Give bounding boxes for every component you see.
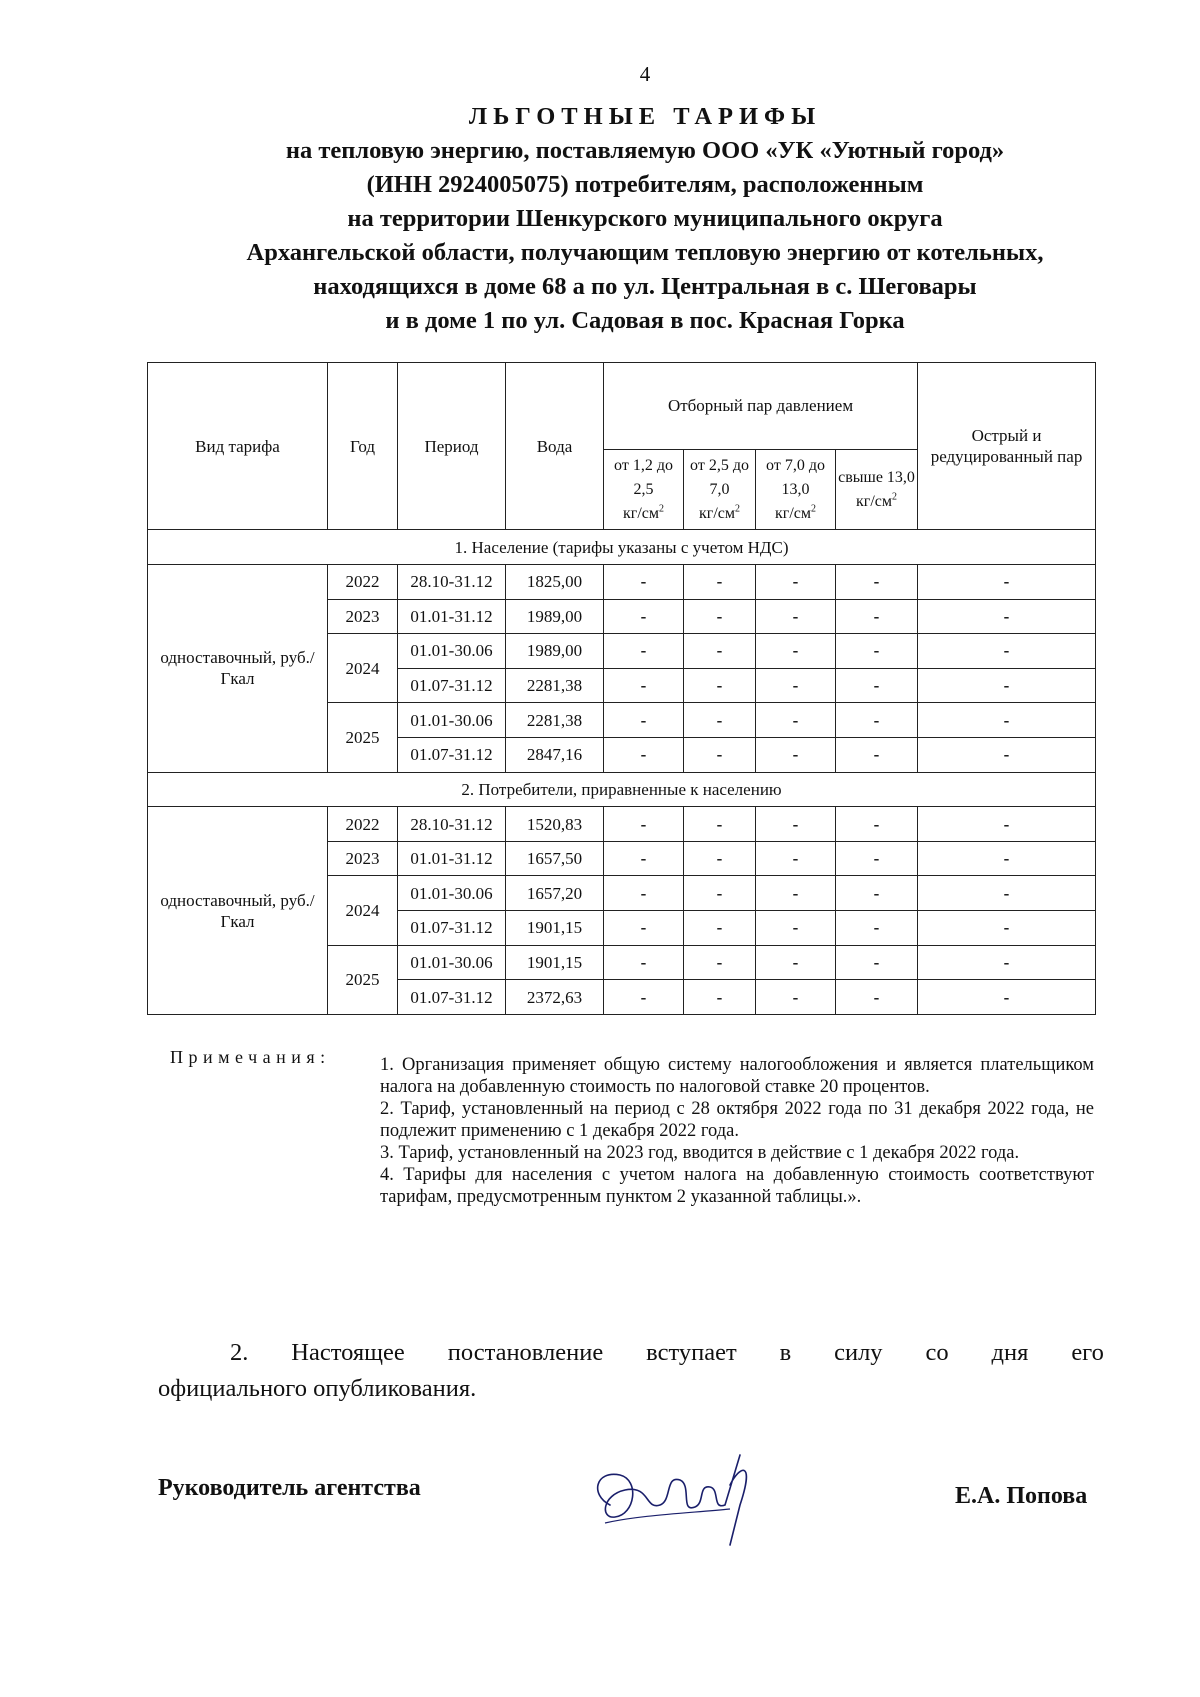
clause-word: со xyxy=(925,1339,949,1366)
header-steam-3-unit: кг/см xyxy=(774,504,811,522)
water-value: 1520,83 xyxy=(506,807,604,842)
header-tariff-type: Вид тарифа xyxy=(148,363,328,530)
steam-4-value: - xyxy=(836,634,918,669)
steam-4-value: - xyxy=(836,564,918,599)
steam-1-value: - xyxy=(604,668,684,703)
table-row xyxy=(148,564,1096,599)
sharp-steam-value: - xyxy=(918,807,1096,842)
clause-second-line: официального опубликования. xyxy=(158,1375,477,1402)
section-title: 1. Население (тарифы указаны с учетом НДС) xyxy=(148,530,1096,565)
steam-1-value: - xyxy=(604,807,684,842)
title-line-4: Архангельской области, получающим тепловую энергию от котельных, xyxy=(246,239,1044,266)
header-steam-4-range: свыше 13,0 xyxy=(838,468,915,486)
steam-4-value: - xyxy=(836,980,918,1015)
note-item: 4. Тарифы для населения с учетом налога на добавленную стоимость соответствуют тарифам, предусмотренным пунктом 2 указанной таблицы.». xyxy=(380,1165,1094,1207)
steam-2-value: - xyxy=(684,599,756,634)
title-line-1: на тепловую энергию, поставляемую ООО «УК «Уютный город» xyxy=(285,137,1005,164)
tariff-type-cell: одноставочный, руб./Гкал xyxy=(148,564,328,772)
period-cell: 01.01-30.06 xyxy=(398,945,506,980)
steam-2-value: - xyxy=(684,737,756,772)
period-cell: 01.01-31.12 xyxy=(398,841,506,876)
header-steam-4 xyxy=(836,449,918,529)
water-value: 1989,00 xyxy=(506,599,604,634)
title-line-5: находящихся в доме 68 а по ул. Центральная в с. Шеговары xyxy=(313,273,977,300)
steam-3-value: - xyxy=(756,841,836,876)
clause-first-line xyxy=(158,1335,1104,1371)
header-water: Вода xyxy=(506,363,604,530)
year-cell: 2025 xyxy=(328,703,398,772)
header-steam-2 xyxy=(684,449,756,529)
steam-3-value: - xyxy=(756,737,836,772)
period-cell: 01.01-30.06 xyxy=(398,703,506,738)
period-cell: 01.01-30.06 xyxy=(398,634,506,669)
period-cell: 01.07-31.12 xyxy=(398,737,506,772)
header-steam-1-range: от 1,2 до 2,5 xyxy=(614,456,673,498)
year-cell: 2022 xyxy=(328,564,398,599)
water-value: 2281,38 xyxy=(506,703,604,738)
steam-1-value: - xyxy=(604,634,684,669)
sharp-steam-value: - xyxy=(918,634,1096,669)
steam-1-value: - xyxy=(604,599,684,634)
water-value: 1657,20 xyxy=(506,876,604,911)
signatory-position: Руководитель агентства xyxy=(158,1475,421,1501)
period-cell: 01.01-30.06 xyxy=(398,876,506,911)
clause-2 xyxy=(158,1335,1104,1407)
title-line-6: и в доме 1 по ул. Садовая в пос. Красная Горка xyxy=(385,307,905,334)
water-value: 2372,63 xyxy=(506,980,604,1015)
steam-2-value: - xyxy=(684,911,756,946)
steam-1-value: - xyxy=(604,564,684,599)
steam-3-value: - xyxy=(756,668,836,703)
clause-word: в xyxy=(779,1339,792,1366)
steam-3-value: - xyxy=(756,911,836,946)
header-steam-2-range: от 2,5 до 7,0 xyxy=(690,456,749,498)
steam-3-value: - xyxy=(756,980,836,1015)
steam-2-value: - xyxy=(684,668,756,703)
header-year: Год xyxy=(328,363,398,530)
water-value: 1989,00 xyxy=(506,634,604,669)
steam-3-value: - xyxy=(756,703,836,738)
header-steam-3 xyxy=(756,449,836,529)
sharp-steam-value: - xyxy=(918,841,1096,876)
period-cell: 01.07-31.12 xyxy=(398,980,506,1015)
note-item: 1. Организация применяет общую систему налогообложения и является плательщиком налога на добавленную стоимость по налоговой ставке 20 процентов. xyxy=(380,1055,1094,1097)
water-value: 2847,16 xyxy=(506,737,604,772)
title-main: ЛЬГОТНЫЕ ТАРИФЫ xyxy=(468,103,822,130)
year-cell: 2023 xyxy=(328,599,398,634)
water-value: 1901,15 xyxy=(506,945,604,980)
clause-word: вступает xyxy=(646,1339,737,1366)
steam-2-value: - xyxy=(684,980,756,1015)
clause-word: его xyxy=(1071,1339,1104,1366)
handwritten-signature xyxy=(580,1435,760,1555)
water-value: 1825,00 xyxy=(506,564,604,599)
steam-3-value: - xyxy=(756,876,836,911)
table-row xyxy=(148,807,1096,842)
header-steam-2-unit-sup: 2 xyxy=(735,503,740,515)
steam-4-value: - xyxy=(836,737,918,772)
steam-3-value: - xyxy=(756,599,836,634)
header-steam-group: Отборный пар давлением xyxy=(604,363,918,450)
steam-4-value: - xyxy=(836,945,918,980)
steam-3-value: - xyxy=(756,564,836,599)
steam-2-value: - xyxy=(684,564,756,599)
title-line-3: на территории Шенкурского муниципального округа xyxy=(347,205,943,232)
note-item: 3. Тариф, установленный на 2023 год, вводится в действие с 1 декабря 2022 года. xyxy=(380,1143,1020,1163)
steam-1-value: - xyxy=(604,703,684,738)
period-cell: 28.10-31.12 xyxy=(398,564,506,599)
title-line-2: (ИНН 2924005075) потребителям, расположенным xyxy=(366,171,924,198)
period-cell: 01.01-31.12 xyxy=(398,599,506,634)
header-steam-2-unit: кг/см xyxy=(698,504,735,522)
steam-1-value: - xyxy=(604,876,684,911)
steam-4-value: - xyxy=(836,876,918,911)
steam-4-value: - xyxy=(836,703,918,738)
tariff-table xyxy=(147,362,1096,1015)
steam-2-value: - xyxy=(684,876,756,911)
sharp-steam-value: - xyxy=(918,703,1096,738)
clause-word: постановление xyxy=(447,1339,604,1366)
clause-number: 2. xyxy=(230,1339,249,1366)
steam-2-value: - xyxy=(684,807,756,842)
sharp-steam-value: - xyxy=(918,876,1096,911)
sharp-steam-value: - xyxy=(918,980,1096,1015)
tariff-type-cell: одноставочный, руб./Гкал xyxy=(148,807,328,1015)
year-cell: 2024 xyxy=(328,634,398,703)
header-steam-1-unit-sup: 2 xyxy=(659,503,664,515)
steam-2-value: - xyxy=(684,703,756,738)
header-steam-1 xyxy=(604,449,684,529)
sharp-steam-value: - xyxy=(918,737,1096,772)
steam-3-value: - xyxy=(756,634,836,669)
section-title: 2. Потребители, приравненные к населению xyxy=(148,772,1096,807)
page-number: 4 xyxy=(639,62,651,86)
steam-4-value: - xyxy=(836,807,918,842)
steam-4-value: - xyxy=(836,599,918,634)
year-cell: 2022 xyxy=(328,807,398,842)
steam-4-value: - xyxy=(836,911,918,946)
steam-2-value: - xyxy=(684,841,756,876)
sharp-steam-value: - xyxy=(918,668,1096,703)
header-sharp-steam: Острый и редуцированный пар xyxy=(918,363,1096,530)
period-cell: 28.10-31.12 xyxy=(398,807,506,842)
sharp-steam-value: - xyxy=(918,599,1096,634)
header-steam-3-range: от 7,0 до 13,0 xyxy=(766,456,825,498)
header-steam-3-unit-sup: 2 xyxy=(811,503,816,515)
clause-word: Настоящее xyxy=(291,1339,405,1366)
document-title xyxy=(140,100,1150,338)
note-item: 2. Тариф, установленный на период с 28 октября 2022 года по 31 декабря 2022 года, не подлежит применению с 1 декабря 2022 года. xyxy=(380,1099,1094,1141)
signatory-name: Е.А. Попова xyxy=(955,1483,1088,1509)
sharp-steam-value: - xyxy=(918,564,1096,599)
steam-4-value: - xyxy=(836,668,918,703)
notes-label: Примечания: xyxy=(170,1047,331,1067)
year-cell: 2025 xyxy=(328,945,398,1014)
notes-list xyxy=(380,1054,1094,1208)
steam-1-value: - xyxy=(604,945,684,980)
clause-word: дня xyxy=(991,1339,1029,1366)
period-cell: 01.07-31.12 xyxy=(398,911,506,946)
water-value: 1901,15 xyxy=(506,911,604,946)
steam-2-value: - xyxy=(684,945,756,980)
steam-4-value: - xyxy=(836,841,918,876)
steam-3-value: - xyxy=(756,807,836,842)
header-steam-1-unit: кг/см xyxy=(622,504,659,522)
steam-2-value: - xyxy=(684,634,756,669)
sharp-steam-value: - xyxy=(918,945,1096,980)
water-value: 1657,50 xyxy=(506,841,604,876)
steam-1-value: - xyxy=(604,737,684,772)
header-steam-4-unit-sup: 2 xyxy=(892,491,898,503)
header-steam-4-unit: кг/см xyxy=(856,492,893,510)
year-cell: 2023 xyxy=(328,841,398,876)
steam-1-value: - xyxy=(604,911,684,946)
steam-1-value: - xyxy=(604,980,684,1015)
steam-1-value: - xyxy=(604,841,684,876)
year-cell: 2024 xyxy=(328,876,398,945)
clause-word: силу xyxy=(834,1339,883,1366)
water-value: 2281,38 xyxy=(506,668,604,703)
header-period: Период xyxy=(398,363,506,530)
steam-3-value: - xyxy=(756,945,836,980)
period-cell: 01.07-31.12 xyxy=(398,668,506,703)
sharp-steam-value: - xyxy=(918,911,1096,946)
